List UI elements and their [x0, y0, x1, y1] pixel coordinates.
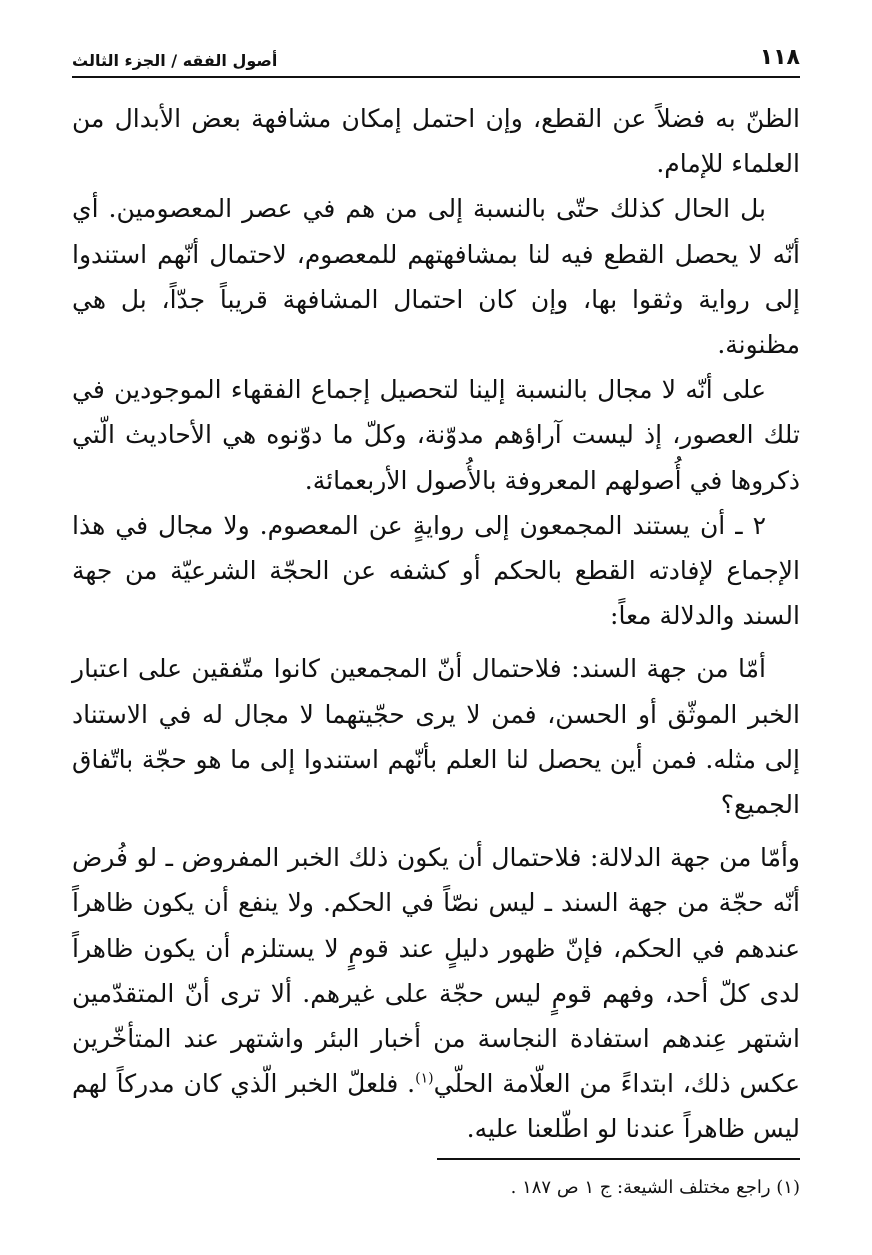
- footnote-divider: [437, 1158, 800, 1160]
- paragraph-4: ٢ ـ أن يستند المجمعون إلى روايةٍ عن المعصوم. ولا مجال في هذا الإجماع لإفادته القطع بالحكم أو كشفه عن الحجّة الشرعيّة من جهة السند والدلالة معاً:: [72, 510, 800, 631]
- paragraph-3: على أنّه لا مجال بالنسبة إلينا لتحصيل إجماع الفقهاء الموجودين في تلك العصور، إذ ليست آراؤهم مدوّنة، وكلّ ما دوّنوه هي الأحاديث الّتي ذكروها في أُصولهم المعروفة بالأُصول الأربعمائة.: [72, 375, 800, 495]
- paragraph-1: الظنّ به فضلاً عن القطع، وإن احتمل إمكان مشافهة بعض الأبدال من العلماء للإمام.: [72, 104, 800, 179]
- footnote-reference: (١): [415, 1070, 434, 1087]
- paragraph-2: بل الحال كذلك حتّى بالنسبة إلى من هم في عصر المعصومين. أي أنّه لا يحصل القطع فيه لنا بمشافهتهم للمعصوم، لاحتمال أنّهم استندوا إلى رواية وثقوا بها، وإن كان احتمال المشافهة قريباً جدّاً، بل هي مظنونة.: [72, 194, 800, 360]
- paragraph-6-tail: . فلعلّ الخبر الّذي كان: [183, 1069, 416, 1099]
- body-text: [72, 96, 800, 1152]
- paragraph-6-text: وأمّا من جهة الدلالة: فلاحتمال أن يكون ذلك الخبر المفروض ـ لو فُرض أنّه حجّة من جهة السند ـ ليس نصّاً في الحكم. ولا ينفع أن يكون ظاهراً عندهم في الحكم، فإنّ ظهور دليلٍ عند قومٍ لا يستلزم أن يكون ظاهراً لدى كلّ أحد، وفهم قومٍ ليس حجّة على غيرهم. ألا ترى أنّ المتقدّمين اشتهر عِندهم استفادة النجاسة من أخبار البئر واشتهر عند المتأخّرين عكس ذلك، ابتداءً من العلّامة الحلّي: [72, 843, 801, 1099]
- page-number: ١١٨: [759, 45, 800, 70]
- page-header: [72, 40, 800, 78]
- running-title: أصول الفقه / الجزء الثالث: [72, 51, 278, 70]
- footnote: (١) راجع مختلف الشيعة: ج ١ ص ١٨٧ .: [510, 1177, 800, 1198]
- paragraph-6-end: مدركاً لهم ليس ظاهراً عندنا لو اطّلعنا عليه.: [72, 1069, 800, 1144]
- paragraph-5: أمّا من جهة السند: فلاحتمال أنّ المجمعين كانوا متّفقين على اعتبار الخبر الموثّق أو الحسن، فمن لا يرى حجّيتهما لا مجال له في الاستناد إلى مثله. فمن أين يحصل لنا العلم بأنّهم استندوا إلى ما هو حجّة باتّفاق الجميع؟: [72, 654, 800, 820]
- paragraph-6: [72, 835, 800, 1151]
